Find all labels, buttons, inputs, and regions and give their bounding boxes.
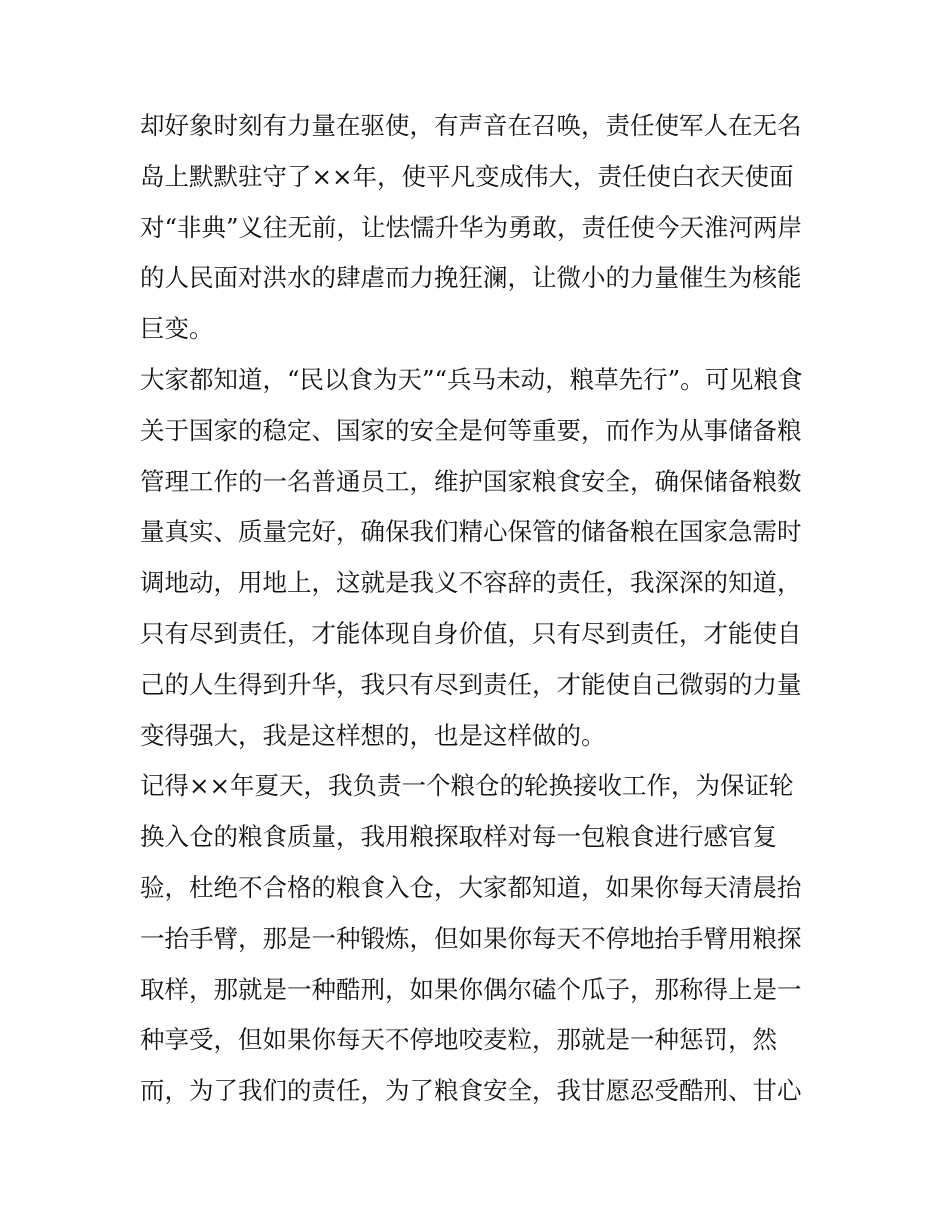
- text-line: 只有尽到责任，才能体现自身价值，只有尽到责任，才能使自: [140, 618, 802, 648]
- text-line: 而，为了我们的责任，为了粮食安全，我甘愿忍受酷刑、甘心: [140, 1076, 802, 1106]
- text-line: 管理工作的一名普通员工，维护国家粮食安全，确保储备粮数: [140, 466, 802, 496]
- text-line: 关于国家的稳定、国家的安全是何等重要，而作为从事储备粮: [140, 415, 802, 445]
- body-text: [140, 101, 820, 1117]
- text-line: 己的人生得到升华，我只有尽到责任，才能使自己微弱的力量: [140, 669, 802, 699]
- text-line: 的人民面对洪水的肆虐而力挽狂澜，让微小的力量催生为核能: [140, 263, 802, 293]
- text-line: 取样，那就是一种酷刑，如果你偶尔磕个瓜子，那称得上是一: [140, 974, 802, 1004]
- text-line: 大家都知道，“民以食为天”“兵马未动，粮草先行”。可见粮食: [140, 364, 803, 394]
- text-line: 一抬手臂，那是一种锻炼，但如果你每天不停地抬手臂用粮探: [140, 923, 802, 953]
- text-line: 记得××年夏天，我负责一个粮仓的轮换接收工作，为保证轮: [140, 771, 794, 801]
- text-line: 种享受，但如果你每天不停地咬麦粒，那就是一种惩罚，然: [140, 1025, 777, 1055]
- text-line: 变得强大，我是这样想的，也是这样做的。: [140, 720, 606, 750]
- text-line: 岛上默默驻守了××年，使平凡变成伟大，责任使白衣天使面: [140, 161, 794, 191]
- text-line: 对“非典”义往无前，让怯懦升华为勇敢，责任使今天淮河两岸: [140, 212, 803, 242]
- text-line: 却好象时刻有力量在驱使，有声音在召唤，责任使军人在无名: [140, 111, 802, 140]
- text-line: 巨变。: [140, 314, 214, 344]
- text-line: 换入仓的粮食质量，我用粮探取样对每一包粮食进行感官复: [140, 822, 777, 852]
- text-line: 调地动，用地上，这就是我义不容辞的责任，我深深的知道，: [140, 568, 802, 598]
- text-line: 验，杜绝不合格的粮食入仓，大家都知道，如果你每天清晨抬: [140, 872, 802, 902]
- text-line: 量真实、质量完好，确保我们精心保管的储备粮在国家急需时: [140, 517, 802, 547]
